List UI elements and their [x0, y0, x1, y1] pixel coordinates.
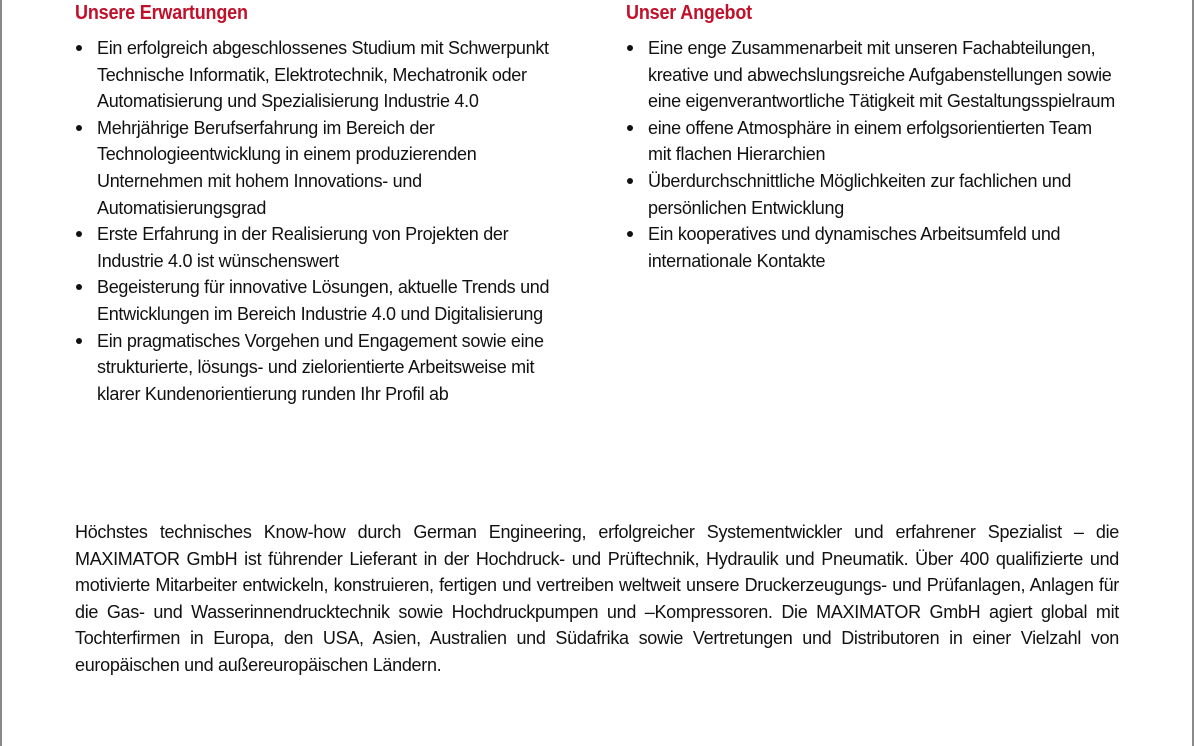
bullet-icon: [627, 178, 633, 184]
bullet-icon: [76, 45, 82, 51]
bullet-icon: [627, 231, 633, 237]
list-item-text: eine offene Atmosphäre in einem erfolgsorientierten Team mit flachen Hierarchien: [648, 117, 1092, 165]
list-item-text: Mehrjährige Berufserfahrung im Bereich der Technologieentwicklung in einem produzierenden Unternehmen mit hohem Innovations- und Automatisierungsgrad: [97, 117, 477, 218]
expectations-list: [75, 35, 575, 407]
bullet-icon: [627, 125, 633, 131]
page-border-left: [0, 0, 2, 746]
expectations-section: [75, 0, 575, 407]
list-item-text: Eine enge Zusammenarbeit mit unseren Fachabteilungen, kreative und abwechslungsreiche Aufgabenstellungen sowie eine eigenverantwortliche Tätigkeit mit Gestaltungsspielraum: [648, 38, 1115, 112]
list-item: [75, 221, 575, 274]
bullet-icon: [76, 231, 82, 237]
offer-heading: Unser Angebot: [626, 2, 752, 24]
bullet-icon: [627, 45, 633, 51]
list-item: [75, 115, 575, 221]
list-item: [75, 328, 575, 408]
list-item-text: Erste Erfahrung in der Realisierung von Projekten der Industrie 4.0 ist wünschenswert: [97, 224, 509, 271]
list-item: [75, 274, 575, 327]
list-item-text: Überdurchschnittliche Möglichkeiten zur fachlichen und persönlichen Entwicklung: [648, 170, 1072, 218]
offer-section: [626, 0, 1126, 274]
company-description: Höchstes technisches Know-how durch German Engineering, erfolgreicher Systementwickler und erfahrener Spezialist – die MAXIMATOR GmbH ist führender Lieferant in der Hochdruck- und Prüftechnik, Hydraulik und Pneumatik. Über 400 qualifizierte und motivierte Mitarbeiter entwickeln, konstruieren, fertigen und vertreiben weltweit unsere Druckerzeugungs- und Prüfanlagen, Anlagen für die Gas- und Wasserinnendrucktechnik sowie Hochdruckpumpen und –Kompressoren. Die MAXIMATOR GmbH agiert global mit Tochterfirmen in Europa, den USA, Asien, Australien und Südafrika sowie Vertretungen und Distributoren in einer Vielzahl von europäischen und außereuropäischen Ländern.: [75, 522, 1119, 675]
list-item-text: Ein pragmatisches Vorgehen und Engagement sowie eine strukturierte, lösungs- und zielorientierte Arbeitsweise mit klarer Kundenorientierung runden Ihr Profil ab: [97, 330, 544, 404]
list-item: [626, 115, 1126, 168]
list-item: [626, 221, 1126, 274]
list-item: [75, 35, 575, 115]
list-item-text: Ein erfolgreich abgeschlossenes Studium mit Schwerpunkt Technische Informatik, Elektrotechnik, Mechatronik oder Automatisierung und Spezialisierung Industrie 4.0: [97, 38, 549, 112]
bullet-icon: [76, 338, 82, 344]
bullet-icon: [76, 284, 82, 290]
expectations-heading: Unsere Erwartungen: [75, 2, 248, 24]
list-item: [626, 168, 1126, 221]
offer-list: [626, 35, 1126, 274]
list-item-text: Ein kooperatives und dynamisches Arbeitsumfeld und internationale Kontakte: [648, 224, 1061, 271]
bullet-icon: [76, 125, 82, 131]
list-item-text: Begeisterung für innovative Lösungen, aktuelle Trends und Entwicklungen im Bereich Industrie 4.0 und Digitalisierung: [97, 277, 550, 324]
list-item: [626, 35, 1126, 115]
